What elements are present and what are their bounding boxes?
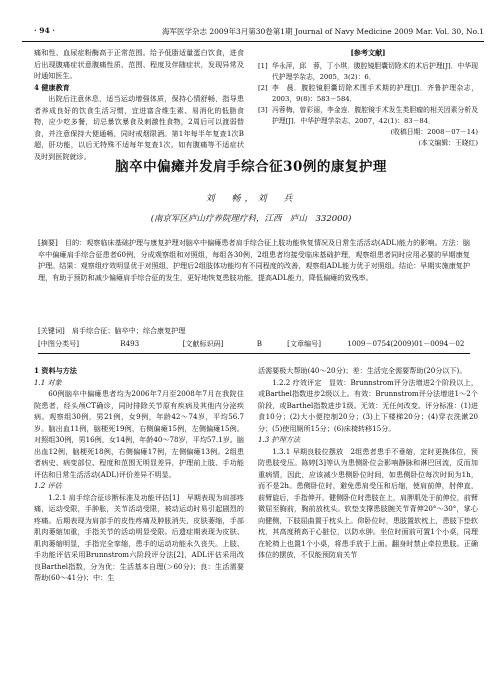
received-date: (收稿日期：2008－07－14) [390, 127, 478, 136]
reference-item: [1] 华永萍，邱 蓉，丁小琪．腹腔镜胆囊切除术的术后护理[J]．中华现代护理学杂志，2005，3(2)：6． [258, 61, 478, 81]
body-left-column [34, 365, 244, 584]
article-title: 脑卒中偏瘫并发肩手综合征30例的康复护理 [115, 159, 387, 175]
subsection-nursing-methods: 1.3 护理方法 [258, 435, 300, 444]
abstract-text: [摘要] 目的：观察临床基础护理与康复护理对脑卒中偏瘫患者肩手综合征上肢功能恢复情况及日常生活活动(ADL)能力的影响。方法：脑卒中偏瘫肩手综合征患者60例，分成观察组和对照组，每组各30例，2组患者均接受临床基础护理，观察组患者同时应用必要的早期康复护理。结果：观察组疗效明显优于对照组，护理后2组肢体功能均有不同程度的改善，观察组ADL能力优于对照组。结论：早期实施康复护理，有助于预防和减少偏瘫肩手综合征的发生，更好地恢复患肢功能，提高ADL能力，降低偏瘫的致残率。 [38, 238, 470, 282]
abstract [38, 237, 470, 283]
article-id-label: [文章编号] [287, 339, 321, 348]
references-title: [参考文献] [350, 48, 386, 57]
subjects-paragraph: 60例脑卒中偏瘫患者均为2006年7月至2008年7月在我院住院患者，经头颅CT确诊，同时排除关节原有疾病及其他内分泌疾病。观察组30例，男21例，女9例，年龄42～74岁，平均56.7岁。脑出血11例，脑梗死19例，右侧偏瘫15例，左侧偏瘫15例。对照组30例，男16例，女14例，年龄40～78岁，平均57.1岁。脑出血12例，脑梗死18例，右侧偏瘫17例，左侧偏瘫13例。2组患者病史、病变部位、程度和范围无明显差异，护理前上肢、手功能评估和日常生活活动(ADL)评价差异不明显。 [34, 389, 244, 479]
body-right-column [258, 365, 478, 561]
clc-value: R493 [120, 339, 140, 348]
positioning-paragraph: 1.3.1 早期良肢位摆放 2组患者患手不垂缩，定时更换体位，预防患肢受压。陈婷[3]等认为患侧卧位会影响静脉和淋巴回流，反而加重病情，因此，应该减少患侧卧位时间，如患侧卧位每次时间为1h，而不是2h。患侧卧位时，避免患肩受压和后缩，使肩前伸，肘伸直，前臂旋后，手指伸开。健侧卧位时患肢在上，肩胛肌处于前伸位，前臂微屈至胸前，胸前放枕头。软垫支撑患肢腕关节背伸20°～30°，掌心向健侧，下肢屈曲置于枕头上。仰卧位时，患肢置软枕上，患肢下垫软枕，其高度稍高于心脏位，以防水肿。坐位时面前可置1个小桌，同理在轮椅上也置1个小桌，将患手放于上面。翻身时禁止牵拉患肢。正确体位的摆放，不仅能预防肩关节 [258, 446, 478, 559]
clc-label: [中图分类号] [38, 339, 80, 348]
abstract-rule [38, 353, 470, 354]
doc-code-value: B [256, 339, 263, 348]
reference-item: [3] 冯蓉梅，曾彩丽，李金连．腹腔镜手术发生类胆瘤的相关因素分析及护理[J]．中华护理学杂志，2007，42(1)：83－84． [258, 105, 478, 125]
subsection-assessment: 1.2 评估 [34, 481, 62, 490]
editor-note: (本文编辑：王晓红) [418, 139, 478, 147]
page-number: · 94 · [34, 26, 55, 35]
prev-paragraph: 痛和性、血尿症粉酶高于正常范围。给予低脂适量蛋白饮食，进食后出现腹痛症状意腹痛性质、范围、程度及伴随症状，发现异常及时通知医生。 [34, 48, 244, 80]
classification-line [38, 337, 478, 350]
article-authors: 刘 畅，刘 兵 [205, 194, 297, 204]
section-materials-methods: 1 资料与方法 [34, 366, 77, 375]
running-header [22, 24, 484, 38]
header-rule [22, 41, 484, 42]
article-meta [38, 324, 478, 350]
efficacy-paragraph: 1.2.2 疗效评定 显效：Brunnstrom评分法增进2个阶段以上，或Barthel指数进步2级以上。有效：Brunnstrom评分法增进1～2个阶段，或Barthel指数进步1级。无效：无任何改变。评分标准：(1)进食10分；(2)大小便控制20分；(3)上下楼梯20分；(4)穿衣洗漱20分；(5)使用厕所15分；(6)床椅转移15分。 [258, 377, 478, 433]
assessment-paragraph: 1.2.1 肩手综合征诊断标准及功能评估[1] 早期表现为肩部疼痛，运动受限，手肿胀，关节活动受限，被动运动时易引起剧烈的疼痛。后期表现为肩部手的皮性疼痛及肿胀消失，皮肤萎缩，手部肌肉萎缩加重，手指关节的活动明显受限。后遗症期表现为皮肤、肌肉萎缩明显，手指完全挛缩，患手的运动功能永久丧失。上肢、手功能评估采用Brunnstrom六阶段评分法[2]，ADL评估采用改良Barthel指数，分为优：生活基本自理(＞60分)；良：生活需要帮助(60～41分)；中：生 [34, 492, 244, 582]
references [258, 47, 478, 150]
previous-article-tail [34, 47, 244, 162]
article-id-value: 1009－0754(2009)01－0094－02 [347, 339, 465, 348]
assessment-continued: 活需要极大帮助(40～20分)；差：生活完全需要帮助(20分以下)。 [258, 366, 467, 375]
author-affiliation: (南京军区庐山疗养院理疗科，江西 庐山 332000) [150, 214, 352, 224]
keywords: [关键词] 肩手综合征；脑卒中；综合康复护理 [38, 326, 186, 335]
section-heading-health-education: 4 健康教育 [34, 82, 70, 92]
reference-item: [2] 李 晨．腹腔镜胆囊切除术围手术期的护理[J]．齐鲁护理杂志，2003，9(8)：583－584． [258, 83, 478, 103]
subsection-subjects: 1.1 对象 [34, 377, 62, 387]
journal-header: 海军医学杂志 2009年3月第30卷第1期 Journal of Navy Medicine 2009 Mar. Vol. 30, No.1 [162, 27, 485, 36]
doc-code-label: [文献标识码] [182, 339, 224, 348]
health-education-paragraph: 出院后注意休息，适当运动增强体质，保持心情舒畅，指导患者养成良好的饮食生活习惯，宜进富含维生素、易消化的低脂食物，应少吃多餐，切忌暴饮暴食及刺激性食物，2周后可以渡弱替食，并注意保持大便通畅，同时戒烟限酒。第1年每半年复查1次B超，肝功能，以后无特殊不适每年复查1次。如有腹痛等不适症状及时到医院就诊。 [34, 94, 244, 161]
